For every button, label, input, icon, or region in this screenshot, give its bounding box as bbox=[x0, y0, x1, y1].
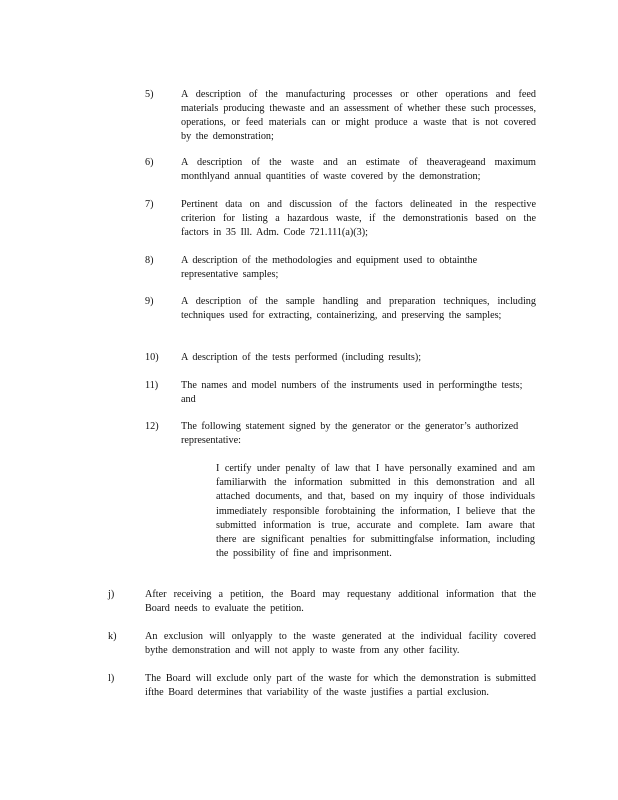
item-number: 9) bbox=[145, 296, 154, 307]
item-text: After receiving a petition, the Board may requestany additional information that the Board needs to evaluate the petition. bbox=[145, 589, 536, 614]
item-text: Pertinent data on and discussion of the factors delineated in the respective criterion for listing a hazardous waste, if the demonstrationis based on the factors in 35 Ill. Adm. Code 721.111(a)(3); bbox=[181, 199, 536, 238]
item-number: 6) bbox=[145, 157, 154, 168]
item-text: A description of the methodologies and equipment used to obtainthe representative samples; bbox=[181, 255, 478, 280]
item-text: An exclusion will onlyapply to the waste generated at the individual facility covered bythe demonstration and will not apply to waste from any other facility. bbox=[145, 631, 536, 656]
list-item-6 bbox=[145, 156, 540, 186]
item-number: 12) bbox=[145, 421, 159, 432]
lettered-item-j bbox=[108, 588, 538, 618]
list-item-12 bbox=[145, 420, 540, 450]
list-item-10 bbox=[145, 351, 540, 367]
item-number: 11) bbox=[145, 380, 159, 391]
item-text: A description of the tests performed (including results); bbox=[181, 352, 422, 363]
item-letter: j) bbox=[108, 589, 115, 600]
item-number: 10) bbox=[145, 352, 159, 363]
item-text: The names and model numbers of the instruments used in performingthe tests; and bbox=[181, 380, 523, 405]
list-item-9 bbox=[145, 295, 540, 339]
list-item-11 bbox=[145, 379, 540, 409]
list-item-7 bbox=[145, 198, 540, 242]
item-number: 7) bbox=[145, 199, 154, 210]
item-text: A description of the manufacturing processes or other operations and feed materials producing thewaste and an assessment of whether these such processes, operations, or feed materials can or might produce a waste that is not covered by the demonstration; bbox=[181, 89, 536, 142]
item-number: 5) bbox=[145, 89, 154, 100]
list-item-5 bbox=[145, 88, 540, 148]
lettered-item-k bbox=[108, 630, 538, 660]
item-letter: k) bbox=[108, 631, 117, 642]
lettered-item-l bbox=[108, 672, 538, 716]
item-number: 8) bbox=[145, 255, 154, 266]
item-text: The following statement signed by the generator or the generator’s authorized representative: bbox=[181, 421, 519, 446]
list-item-8 bbox=[145, 254, 540, 284]
item-letter: l) bbox=[108, 673, 115, 684]
item-text: A description of the waste and an estimate of theaverageand maximum monthlyand annual quantities of waste covered by the demonstration; bbox=[181, 157, 536, 182]
certification-statement: I certify under penalty of law that I have personally examined and am familiarwith the information submitted in this demonstration and all attached documents, and that, based on my inquiry of those individuals immediately responsible forobtaining the information, I believe that the submitted information is true, accurate and complete. Iam aware that there are significant penalties for submittingfalse information, including the possibility of fine and imprisonment. bbox=[216, 463, 535, 560]
item-text: A description of the sample handling and preparation techniques, including techniques used for extracting, containerizing, and preserving the samples; bbox=[181, 296, 536, 321]
item-text: The Board will exclude only part of the waste for which the demonstration is submitted ifthe Board determines that variability of the waste justifies a partial exclusion. bbox=[145, 673, 536, 698]
